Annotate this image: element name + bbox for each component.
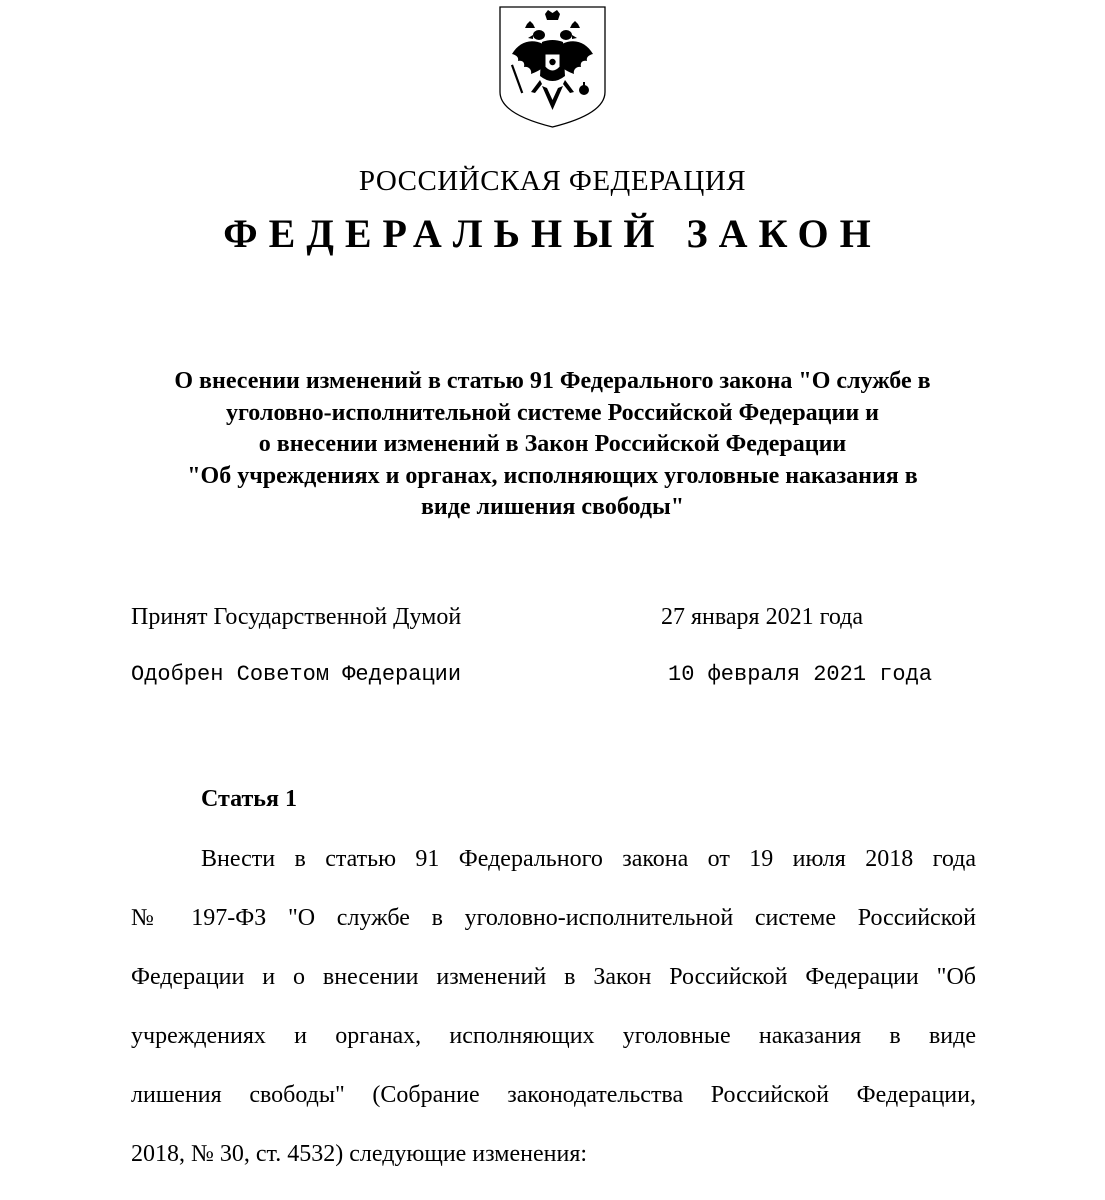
country-name: РОССИЙСКАЯ ФЕДЕРАЦИЯ: [358, 165, 747, 197]
article-1-text-line: № 197-ФЗ "О службе в уголовно-исполнительной системе Российской: [131, 905, 976, 931]
duma-adoption-date: 27 января 2021 года: [661, 604, 864, 630]
coat-of-arms-emblem: [497, 4, 608, 130]
council-approval-date: 10 февраля 2021 года: [668, 662, 933, 687]
article-1-text-line: учреждениях и органах, исполняющих уголовные наказания в виде: [131, 1023, 976, 1049]
law-title-line: "Об учреждениях и органах, исполняющих уголовные наказания в: [187, 462, 918, 489]
law-title-line: О внесении изменений в статью 91 Федерального закона "О службе в: [174, 368, 931, 394]
law-title: [100, 366, 1005, 524]
article-1-text-line: лишения свободы" (Собрание законодательства Российской Федерации,: [131, 1082, 976, 1108]
article-1-body: [131, 841, 976, 1195]
law-title-line: уголовно-исполнительной системе Российской Федерации и: [226, 399, 879, 426]
council-approval-label: Одобрен Советом Федерации: [131, 662, 462, 687]
article-1-heading: Статья 1: [201, 786, 297, 812]
law-title-line: виде лишения свободы": [420, 494, 685, 520]
article-1-text-line: Федерации и о внесении изменений в Закон Российской Федерации "Об: [131, 964, 976, 990]
article-1-text-line: 2018, № 30, ст. 4532) следующие изменения:: [131, 1141, 588, 1167]
duma-adoption-label: Принят Государственной Думой: [131, 604, 462, 630]
article-1-text-line: Внести в статью 91 Федерального закона от 19 июля 2018 года: [201, 846, 976, 872]
law-type-heading: ФЕДЕРАЛЬНЫЙ ЗАКОН: [223, 211, 882, 256]
law-title-line: о внесении изменений в Закон Российской Федерации: [258, 431, 847, 457]
